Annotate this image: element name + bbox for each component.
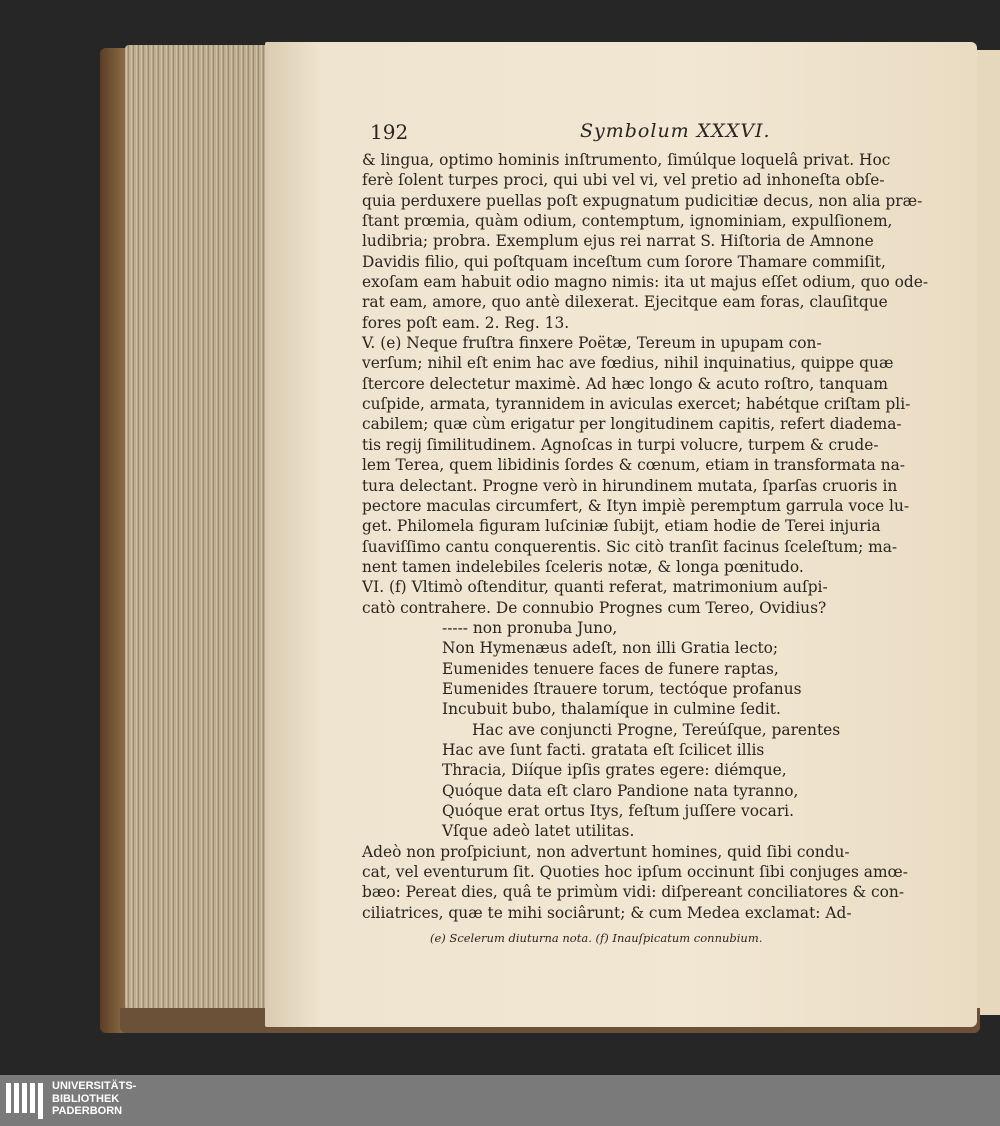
text-line: tis regij ſimilitudinem. Agnoſcas in turpi volucre, turpem & crude- bbox=[362, 435, 879, 454]
page-number: 192 bbox=[370, 120, 409, 144]
closing-paragraph bbox=[362, 842, 947, 923]
text-line: V. (e) Neque fruſtra finxere Poëtæ, Tereum in upupam con- bbox=[362, 334, 822, 353]
text-line: VI. (f) Vltimò oſtenditur, quanti referat, matrimonium auſpi- bbox=[362, 578, 828, 597]
text-line: ſtant prœmia, quàm odium, contemptum, ignominiam, expulſionem, bbox=[362, 212, 893, 231]
library-logo-icon bbox=[6, 1083, 44, 1119]
text-line: bæo: Pereat dies, quâ te primùm vidi: diſpereant conciliatores & con- bbox=[362, 883, 905, 902]
text-line: verſum; nihil eſt enim hac ave fœdius, nihil inquinatius, quippe quæ bbox=[362, 354, 894, 373]
text-line: Hac ave ſunt facti. gratata eſt ſcilicet illis bbox=[442, 740, 765, 759]
text-line: pectore maculas circumfert, & Ityn impiè peremptum garrula voce lu- bbox=[362, 496, 910, 515]
text-line: rat eam, amore, quo antè dilexerat. Ejecitque eam foras, clauſitque bbox=[362, 293, 888, 312]
text-line: cuſpide, armata, tyrannidem in aviculas exercet; habétque criſtam pli- bbox=[362, 395, 911, 414]
text-line: & lingua, optimo hominis inſtrumento, ſimúlque loquelâ privat. Hoc bbox=[362, 151, 891, 169]
library-name bbox=[52, 1080, 136, 1118]
text-line: Eumenides ſtrauere torum, tectóque profanus bbox=[442, 679, 802, 698]
text-line: cat, vel eventurum ſit. Quoties hoc ipſum occinunt ſibi conjuges amœ- bbox=[362, 863, 908, 882]
library-name-line3: PADERBORN bbox=[52, 1105, 123, 1117]
text-line: fores poſt eam. 2. Reg. 13. bbox=[362, 313, 570, 332]
text-line: nent tamen indelebiles ſceleris notæ, & longa pœnitudo. bbox=[362, 557, 804, 576]
text-line: quia perduxere puellas poſt expugnatum pudicitiæ decus, non alia præ- bbox=[362, 191, 923, 210]
text-line: ferè ſolent turpes proci, qui ubi vel vi, vel pretio ad inhoneſta obſe- bbox=[362, 171, 885, 190]
page-edges-stack bbox=[125, 45, 275, 1010]
verse-quotation bbox=[362, 618, 947, 842]
text-line: Quóque erat ortus Itys, feſtum juſſere vocari. bbox=[442, 802, 794, 820]
library-footer bbox=[0, 1075, 1000, 1126]
text-line: Incubuit bubo, thalamíque in culmine ſedit. bbox=[442, 700, 781, 719]
page-text bbox=[362, 150, 947, 923]
text-line: Non Hymenæus adeſt, non illi Gratia lecto; bbox=[442, 639, 779, 658]
text-line: Hac ave conjuncti Progne, Tereúſque, parentes bbox=[472, 720, 841, 739]
text-line: get. Philomela figuram luſciniæ ſubijt, etiam hodie de Terei injuria bbox=[362, 517, 881, 536]
text-line: Quóque data eſt claro Pandione nata tyranno, bbox=[442, 781, 799, 800]
text-line: lem Terea, quem libidinis ſordes & cœnum, etiam in transformata na- bbox=[362, 456, 905, 475]
text-line: Eumenides tenuere faces de funere raptas, bbox=[442, 659, 779, 678]
body-paragraphs bbox=[362, 150, 947, 618]
text-line: ludibria; probra. Exemplum ejus rei narrat S. Hiſtoria de Amnone bbox=[362, 232, 874, 251]
footnote: (e) Scelerum diuturna nota. (f) Inauſpicatum connubium. bbox=[430, 931, 763, 945]
text-line: tura delectant. Progne verò in hirundinem mutata, ſparſas cruoris in bbox=[362, 476, 898, 495]
text-line: exoſam eam habuit odio magno nimis: ita ut majus eſſet odium, quo ode- bbox=[362, 273, 929, 292]
text-line: ciliatrices, quæ te mihi sociârunt; & cum Medea exclamat: Ad- bbox=[362, 903, 852, 922]
text-line: cabilem; quæ cùm erigatur per longitudinem capitis, refert diadema- bbox=[362, 415, 902, 434]
text-line: ſuaviſſimo cantu conquerentis. Sic citò tranſit facinus ſceleſtum; ma- bbox=[362, 537, 898, 556]
text-line: Vſque adeò latet utilitas. bbox=[442, 822, 635, 841]
page-header bbox=[370, 120, 945, 148]
library-name-line2: BIBLIOTHEK bbox=[52, 1092, 120, 1105]
text-line: ſtercore delectetur maximè. Ad hæc longo & acuto roſtro, tanquam bbox=[362, 374, 888, 393]
running-head: Symbolum XXXVI. bbox=[580, 120, 771, 142]
library-name-line1: UNIVERSITÄTS- bbox=[52, 1080, 137, 1092]
text-line: Davidis filio, qui poſtquam inceſtum cum ſorore Thamare commiſit, bbox=[362, 252, 886, 271]
text-line: catò contrahere. De connubio Prognes cum Tereo, Ovidius? bbox=[362, 598, 827, 617]
text-line: Adeò non proſpiciunt, non advertunt homines, quid ſibi condu- bbox=[362, 842, 850, 861]
text-line: ----- non pronuba Juno, bbox=[442, 618, 618, 637]
text-line: Thracia, Diíque ipſis grates egere: diémque, bbox=[442, 761, 787, 780]
